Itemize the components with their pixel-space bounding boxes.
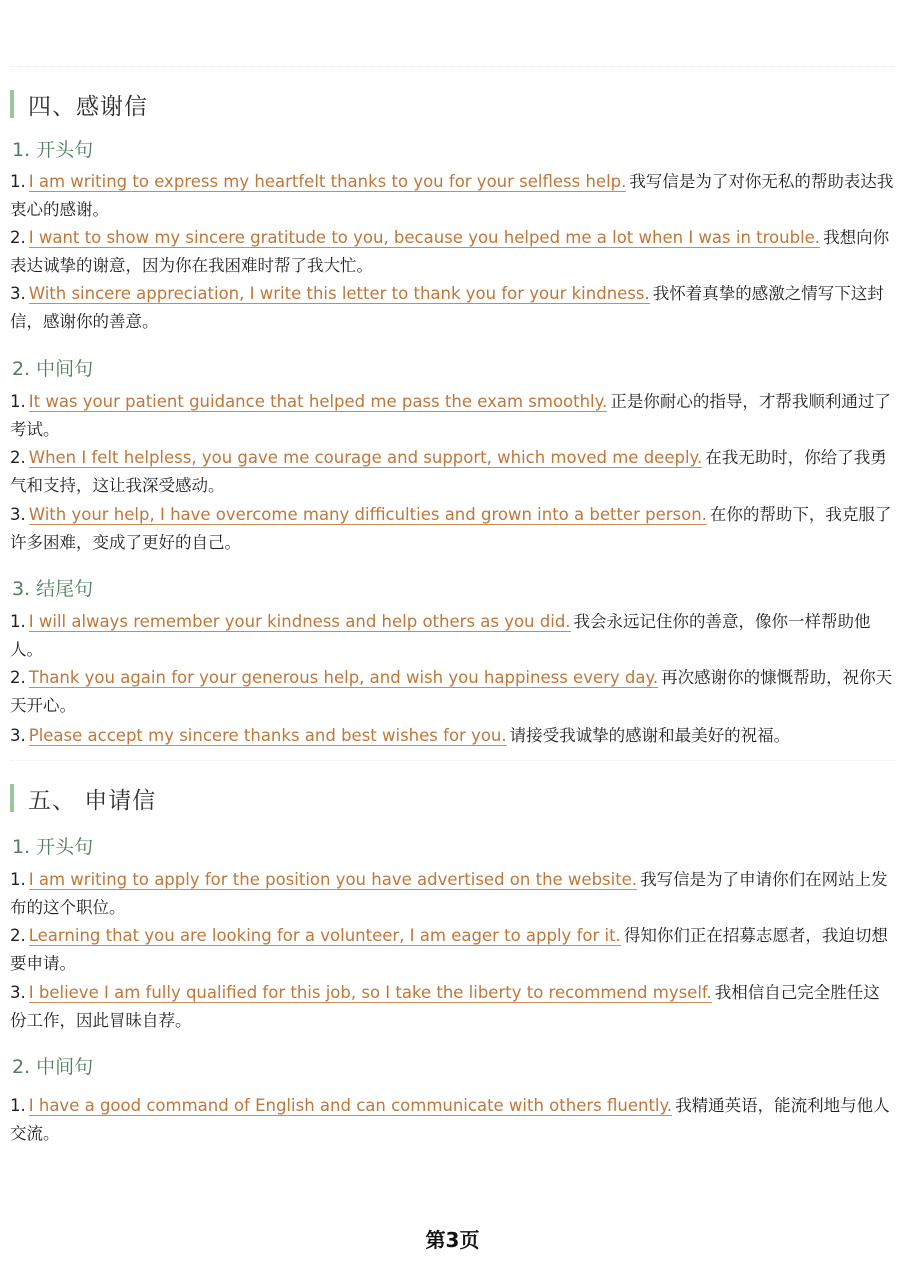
chinese-translation: 正是你耐心的指导，才帮我顺利通过了考试。 xyxy=(10,392,891,439)
english-sentence: Thank you again for your generous help, and wish you happiness every day. xyxy=(28,668,659,687)
list-item: 3. I believe I am fully qualified for this job, so I take the liberty to recommend myself. 我相信自己完全胜任这份工作，因此冒昧自荐。 xyxy=(10,983,880,1030)
top-divider xyxy=(10,66,895,67)
list-item: 3. Please accept my sincere thanks and best wishes for you. 请接受我诚挚的感谢和最美好的祝福。 xyxy=(10,726,791,745)
group-title-opening: 1. 开头句 xyxy=(12,836,94,858)
group-title-closing: 3. 结尾句 xyxy=(12,578,94,600)
list-item: 2. Thank you again for your generous help, and wish you happiness every day. 再次感谢你的慷慨帮助，祝你天天开心。 xyxy=(10,668,893,715)
chinese-translation: 在你的帮助下，我克服了许多困难，变成了更好的自己。 xyxy=(10,505,892,552)
chinese-translation: 我精通英语，能流利地与他人交流。 xyxy=(10,1096,890,1143)
chinese-translation: 我写信是为了申请你们在网站上发布的这个职位。 xyxy=(10,870,888,917)
chinese-translation: 请接受我诚挚的感谢和最美好的祝福。 xyxy=(509,726,791,745)
chinese-translation: 我写信是为了对你无私的帮助表达我衷心的感谢。 xyxy=(10,172,894,219)
section-title: 四、感谢信 xyxy=(28,93,148,120)
chinese-translation: 在我无助时，你给了我勇气和支持，这让我深受感动。 xyxy=(10,448,887,495)
english-sentence: When I felt helpless, you gave me courage and support, which moved me deeply. xyxy=(28,448,703,467)
chinese-translation: 我相信自己完全胜任这份工作，因此冒昧自荐。 xyxy=(10,983,880,1030)
heading-accent-bar xyxy=(10,784,14,812)
chinese-translation: 我会永远记住你的善意，像你一样帮助他人。 xyxy=(10,612,871,659)
chinese-translation: 我想向你表达诚挚的谢意，因为你在我困难时帮了我大忙。 xyxy=(10,228,890,275)
english-sentence: I have a good command of English and can communicate with others fluently. xyxy=(28,1096,673,1115)
english-sentence: It was your patient guidance that helped me pass the exam smoothly. xyxy=(28,392,608,411)
list-item: 1. It was your patient guidance that helped me pass the exam smoothly. 正是你耐心的指导，才帮我顺利通过了考试。 xyxy=(10,392,891,439)
chinese-translation: 我怀着真挚的感激之情写下这封信，感谢你的善意。 xyxy=(10,284,884,331)
group-title-middle: 2. 中间句 xyxy=(12,358,94,380)
english-sentence: I am writing to apply for the position you have advertised on the website. xyxy=(28,870,638,889)
english-sentence: With sincere appreciation, I write this letter to thank you for your kindness. xyxy=(28,284,650,303)
group-title-middle: 2. 中间句 xyxy=(12,1056,94,1078)
list-item: 3. With sincere appreciation, I write this letter to thank you for your kindness. 我怀着真挚的感激之情写下这封信，感谢你的善意。 xyxy=(10,284,884,331)
english-sentence: I will always remember your kindness and help others as you did. xyxy=(28,612,571,631)
list-item: 1. I am writing to express my heartfelt thanks to you for your selfless help. 我写信是为了对你无私的帮助表达我衷心的感谢。 xyxy=(10,172,894,219)
english-sentence: Learning that you are looking for a volunteer, I am eager to apply for it. xyxy=(28,926,621,945)
list-item: 2. I want to show my sincere gratitude to you, because you helped me a lot when I was in trouble. 我想向你表达诚挚的谢意，因为你在我困难时帮了我大忙。 xyxy=(10,228,890,275)
list-item: 2. Learning that you are looking for a volunteer, I am eager to apply for it. 得知你们正在招募志愿者，我迫切想要申请。 xyxy=(10,926,888,973)
chinese-translation: 再次感谢你的慷慨帮助，祝你天天开心。 xyxy=(10,668,893,715)
heading-accent-bar xyxy=(10,90,14,118)
chinese-translation: 得知你们正在招募志愿者，我迫切想要申请。 xyxy=(10,926,888,973)
section-heading-application-letter xyxy=(10,782,156,814)
list-item: 1. I am writing to apply for the position you have advertised on the website. 我写信是为了申请你们在网站上发布的这个职位。 xyxy=(10,870,888,917)
section-divider xyxy=(10,760,895,761)
english-sentence: Please accept my sincere thanks and best wishes for you. xyxy=(28,726,507,745)
section-title: 五、 申请信 xyxy=(28,787,157,814)
section-heading-thanks-letter xyxy=(10,88,148,120)
english-sentence: I am writing to express my heartfelt thanks to you for your selfless help. xyxy=(28,172,627,191)
english-sentence: I believe I am fully qualified for this job, so I take the liberty to recommend myself. xyxy=(28,983,712,1002)
list-item: 3. With your help, I have overcome many difficulties and grown into a better person. 在你的帮助下，我克服了许多困难，变成了更好的自己。 xyxy=(10,505,892,552)
list-item: 1. I have a good command of English and can communicate with others fluently. 我精通英语，能流利地与他人交流。 xyxy=(10,1096,890,1143)
page-number: 第3页 xyxy=(425,1228,480,1252)
list-item: 2. When I felt helpless, you gave me courage and support, which moved me deeply. 在我无助时，你给了我勇气和支持，这让我深受感动。 xyxy=(10,448,887,495)
english-sentence: With your help, I have overcome many difficulties and grown into a better person. xyxy=(28,505,707,524)
english-sentence: I want to show my sincere gratitude to you, because you helped me a lot when I was in trouble. xyxy=(28,228,821,247)
group-title-opening: 1. 开头句 xyxy=(12,139,94,161)
list-item: 1. I will always remember your kindness and help others as you did. 我会永远记住你的善意，像你一样帮助他人。 xyxy=(10,612,871,659)
